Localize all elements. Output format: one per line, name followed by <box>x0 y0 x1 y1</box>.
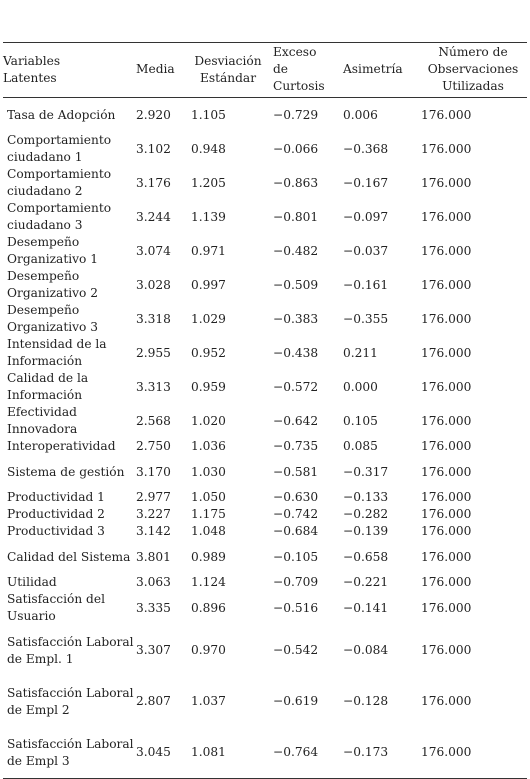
cell-observations: 176.000 <box>421 413 472 428</box>
cell-observations: 176.000 <box>421 600 472 615</box>
cell-variable: Comportamiento ciudadano 2 <box>7 167 112 198</box>
cell-observations: 176.000 <box>421 524 472 538</box>
cell-kurtosis: −0.066 <box>273 141 319 156</box>
cell-skewness: −0.139 <box>343 524 389 538</box>
table-row <box>3 727 527 779</box>
cell-variable: Comportamiento ciudadano 3 <box>7 201 112 232</box>
cell-skewness: −0.084 <box>343 643 389 657</box>
cell-sd: 1.048 <box>191 524 226 538</box>
table-row <box>3 336 527 370</box>
table-row <box>3 489 527 506</box>
cell-mean: 3.028 <box>136 277 171 292</box>
cell-observations: 176.000 <box>421 345 472 360</box>
cell-variable: Calidad de la Información <box>7 371 89 402</box>
cell-sd: 1.139 <box>191 209 226 224</box>
cell-variable: Efectividad Innovadora <box>7 405 78 436</box>
cell-kurtosis: −0.735 <box>273 439 319 453</box>
cell-sd: 0.959 <box>191 379 226 394</box>
cell-kurtosis: −0.482 <box>273 243 319 258</box>
cell-observations: 176.000 <box>421 727 527 779</box>
table-row <box>3 591 527 625</box>
table-row <box>3 540 527 574</box>
cell-sd: 1.036 <box>191 439 226 453</box>
cell-kurtosis: −0.764 <box>273 727 343 779</box>
table-row <box>3 506 527 523</box>
cell-mean: 2.920 <box>136 107 171 122</box>
table-row <box>3 302 527 336</box>
cell-sd: 1.081 <box>191 727 273 779</box>
descriptive-statistics-table <box>3 42 527 779</box>
header-mean: Media <box>136 43 191 98</box>
cell-variable: Satisfacción Laboral de Empl 2 <box>7 685 134 717</box>
cell-mean: 3.102 <box>136 141 171 156</box>
cell-variable: Productividad 1 <box>7 490 105 504</box>
cell-mean: 2.750 <box>136 439 171 453</box>
cell-sd: 0.989 <box>191 549 226 564</box>
cell-mean: 3.170 <box>136 464 171 479</box>
cell-kurtosis: −0.742 <box>273 507 319 521</box>
cell-variable: Utilidad <box>7 575 57 589</box>
cell-mean: 3.227 <box>136 507 171 521</box>
table-row <box>3 166 527 200</box>
cell-variable: Productividad 2 <box>7 507 105 521</box>
cell-skewness: −0.368 <box>343 141 389 156</box>
cell-observations: 176.000 <box>421 694 472 708</box>
cell-skewness: −0.282 <box>343 507 389 521</box>
cell-kurtosis: −0.581 <box>273 464 319 479</box>
cell-mean: 3.244 <box>136 209 171 224</box>
table-row <box>3 234 527 268</box>
cell-variable: Satisfacción del Usuario <box>7 592 105 623</box>
cell-variable: Satisfacción Laboral de Empl. 1 <box>7 634 134 666</box>
cell-mean: 2.568 <box>136 413 171 428</box>
header-sd: Desviación Estándar <box>191 43 273 98</box>
cell-kurtosis: −0.642 <box>273 413 319 428</box>
cell-observations: 176.000 <box>421 379 472 394</box>
cell-sd: 1.175 <box>191 507 226 521</box>
cell-mean: 3.318 <box>136 311 171 326</box>
cell-observations: 176.000 <box>421 175 472 190</box>
cell-sd: 0.971 <box>191 243 226 258</box>
cell-variable: Intensidad de la Información <box>7 337 107 368</box>
cell-observations: 176.000 <box>421 464 472 479</box>
cell-skewness: −0.355 <box>343 311 389 326</box>
cell-skewness: −0.658 <box>343 549 389 564</box>
cell-kurtosis: −0.516 <box>273 600 319 615</box>
table-row <box>3 625 527 676</box>
cell-skewness: 0.006 <box>343 107 378 122</box>
cell-sd: 1.020 <box>191 413 226 428</box>
header-skewness: Asimetría <box>343 43 421 98</box>
cell-sd: 0.970 <box>191 643 226 657</box>
cell-observations: 176.000 <box>421 549 472 564</box>
table-row <box>3 455 527 489</box>
cell-observations: 176.000 <box>421 311 472 326</box>
cell-kurtosis: −0.863 <box>273 175 319 190</box>
table-row <box>3 523 527 540</box>
table-row <box>3 268 527 302</box>
table-row <box>3 200 527 234</box>
table-row <box>3 438 527 455</box>
cell-variable: Desempeño Organizativo 2 <box>7 269 98 300</box>
cell-kurtosis: −0.438 <box>273 345 319 360</box>
cell-skewness: 0.085 <box>343 439 378 453</box>
cell-skewness: −0.128 <box>343 694 389 708</box>
cell-mean: 2.955 <box>136 345 171 360</box>
cell-mean: 3.313 <box>136 379 171 394</box>
cell-skewness: −0.167 <box>343 175 389 190</box>
cell-skewness: −0.097 <box>343 209 389 224</box>
table-row <box>3 574 527 591</box>
cell-mean: 3.176 <box>136 175 171 190</box>
table-row <box>3 98 527 133</box>
header-variables: Variables Latentes <box>3 43 136 98</box>
cell-observations: 176.000 <box>421 575 472 589</box>
cell-skewness: 0.211 <box>343 345 378 360</box>
cell-kurtosis: −0.684 <box>273 524 319 538</box>
cell-observations: 176.000 <box>421 141 472 156</box>
cell-sd: 1.124 <box>191 575 226 589</box>
cell-skewness: −0.161 <box>343 277 389 292</box>
cell-variable: Productividad 3 <box>7 524 105 538</box>
cell-observations: 176.000 <box>421 507 472 521</box>
table-row <box>3 404 527 438</box>
cell-kurtosis: −0.542 <box>273 643 319 657</box>
cell-observations: 176.000 <box>421 243 472 258</box>
cell-kurtosis: −0.630 <box>273 490 319 504</box>
header-observations: Número de Observaciones Utilizadas <box>421 43 527 98</box>
cell-sd: 1.050 <box>191 490 226 504</box>
cell-sd: 1.037 <box>191 694 226 708</box>
cell-mean: 3.142 <box>136 524 171 538</box>
cell-variable: Desempeño Organizativo 1 <box>7 235 98 266</box>
header-row <box>3 43 527 98</box>
cell-skewness: −0.221 <box>343 575 389 589</box>
cell-sd: 1.105 <box>191 107 226 122</box>
cell-sd: 1.029 <box>191 311 226 326</box>
table-row <box>3 676 527 727</box>
cell-kurtosis: −0.729 <box>273 107 319 122</box>
cell-mean: 3.063 <box>136 575 171 589</box>
cell-kurtosis: −0.509 <box>273 277 319 292</box>
cell-mean: 3.074 <box>136 243 171 258</box>
table-row <box>3 370 527 404</box>
cell-sd: 0.948 <box>191 141 226 156</box>
cell-variable: Tasa de Adopción <box>7 107 116 122</box>
cell-sd: 0.896 <box>191 600 226 615</box>
cell-skewness: −0.037 <box>343 243 389 258</box>
cell-variable: Satisfacción Laboral de Empl 3 <box>3 727 136 779</box>
cell-variable: Desempeño Organizativo 3 <box>7 303 98 334</box>
cell-kurtosis: −0.105 <box>273 549 319 564</box>
cell-mean: 3.801 <box>136 549 171 564</box>
cell-observations: 176.000 <box>421 490 472 504</box>
cell-mean: 2.807 <box>136 694 171 708</box>
table-body <box>3 98 527 779</box>
cell-variable: Interoperatividad <box>7 439 116 453</box>
cell-sd: 0.997 <box>191 277 226 292</box>
cell-mean: 3.045 <box>136 727 191 779</box>
cell-observations: 176.000 <box>421 643 472 657</box>
header-kurtosis: Exceso de Curtosis <box>273 43 343 98</box>
cell-skewness: −0.141 <box>343 600 389 615</box>
cell-kurtosis: −0.709 <box>273 575 319 589</box>
cell-variable: Calidad del Sistema <box>7 549 131 564</box>
cell-skewness: −0.317 <box>343 464 389 479</box>
cell-kurtosis: −0.572 <box>273 379 319 394</box>
cell-kurtosis: −0.619 <box>273 694 319 708</box>
cell-sd: 0.952 <box>191 345 226 360</box>
cell-variable: Comportamiento ciudadano 1 <box>7 133 112 164</box>
cell-sd: 1.030 <box>191 464 226 479</box>
cell-kurtosis: −0.801 <box>273 209 319 224</box>
cell-observations: 176.000 <box>421 107 472 122</box>
cell-mean: 3.307 <box>136 643 171 657</box>
table-row <box>3 132 527 166</box>
cell-observations: 176.000 <box>421 439 472 453</box>
cell-observations: 176.000 <box>421 277 472 292</box>
cell-skewness: 0.000 <box>343 379 378 394</box>
cell-observations: 176.000 <box>421 209 472 224</box>
cell-variable: Sistema de gestión <box>7 464 125 479</box>
statistics-table-container <box>3 42 527 779</box>
cell-kurtosis: −0.383 <box>273 311 319 326</box>
cell-skewness: −0.173 <box>343 727 421 779</box>
cell-skewness: 0.105 <box>343 413 378 428</box>
cell-mean: 3.335 <box>136 600 171 615</box>
cell-skewness: −0.133 <box>343 490 389 504</box>
cell-mean: 2.977 <box>136 490 171 504</box>
cell-sd: 1.205 <box>191 175 226 190</box>
